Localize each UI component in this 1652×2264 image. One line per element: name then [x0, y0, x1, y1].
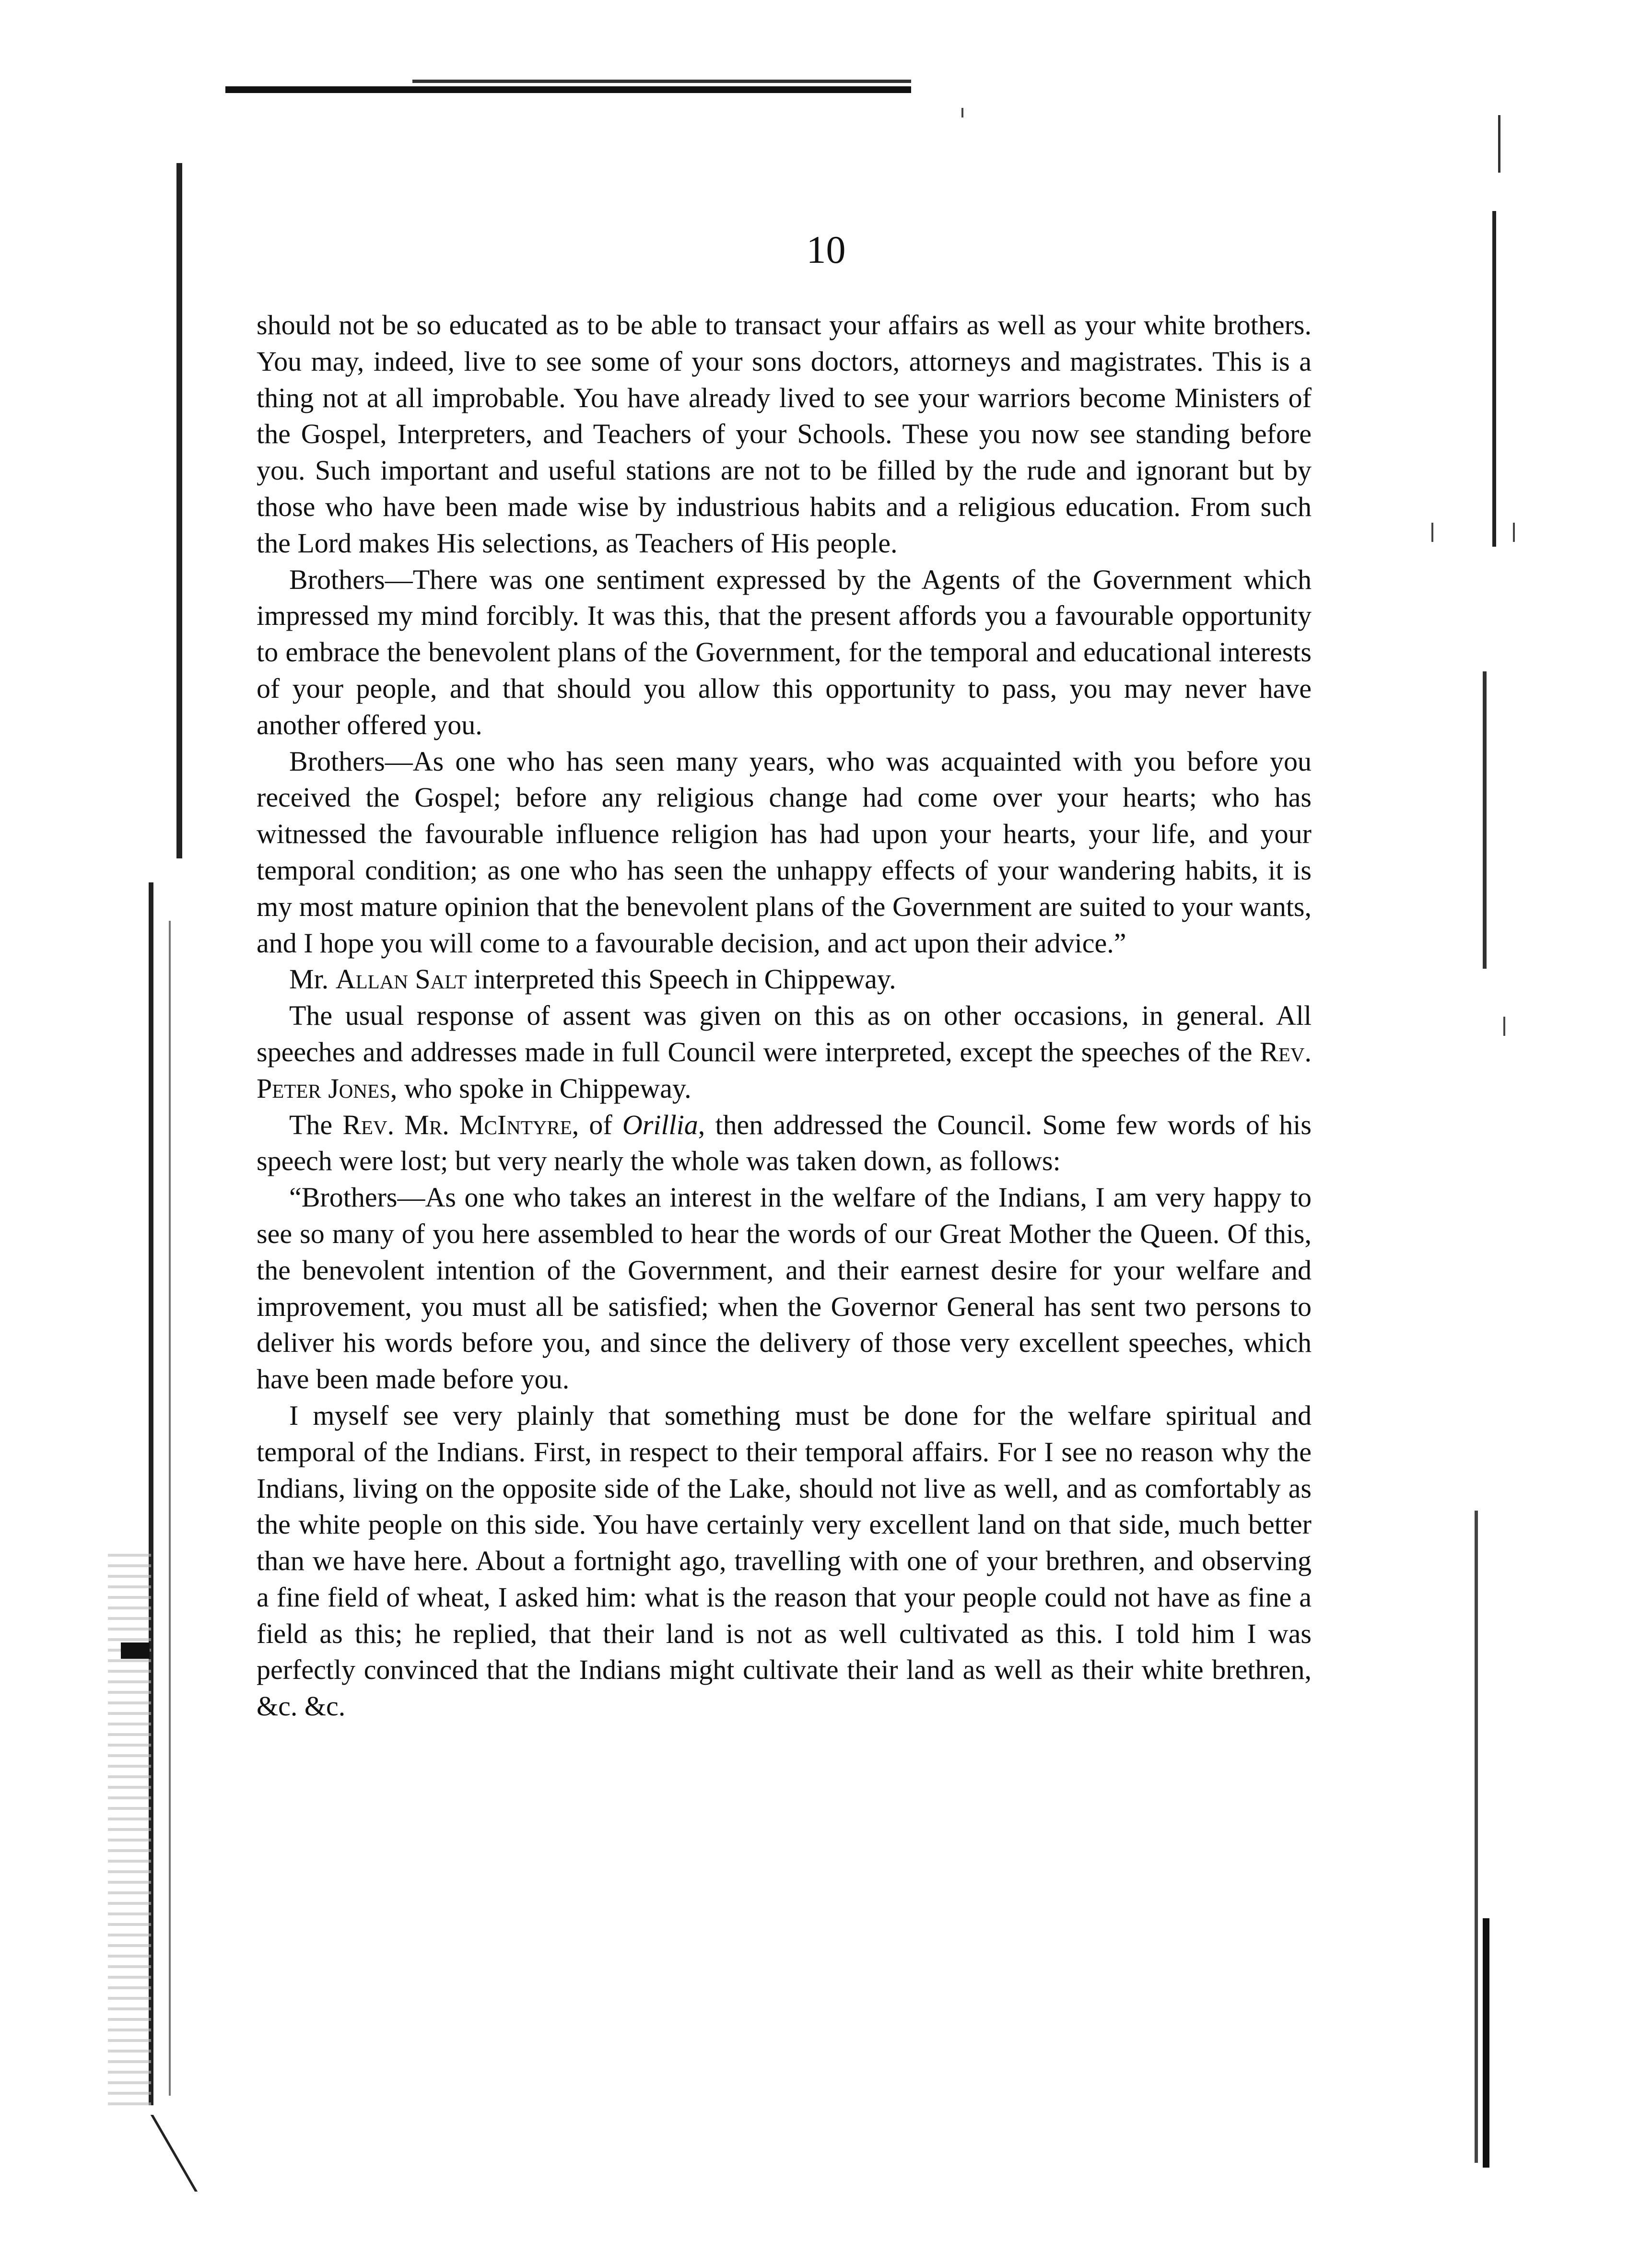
text-run: should not be so educated as to be able to transact your affairs as well as your white brothers. You may, indeed, live to see some of your sons doctors, attorneys and magistrates. This is a thing not at all improbable. You have already lived to see your warriors become Ministers of the Gospel, Interpreters, and Teachers of your Schools. These you now see standing before you. Such important and useful stations are not to be filled by the rude and ignorant but by those who have been made wise by industrious habits and a religious education. From such the Lord makes His selections, as Teachers of His people. — [257, 309, 1312, 559]
paragraph — [257, 1397, 1312, 1724]
text-run: “Brothers—As one who takes an interest in the welfare of the Indians, I am very happy to see so many of you here assembled to hear the words of our Great Mother the Queen. Of this, the benevolent intention of the Government, and their earnest desire for your welfare and improvement, you must all be satisfied; when the Governor General has sent two persons to deliver his words before you, and since the delivery of those very excellent speeches, which have been made before you. — [257, 1182, 1312, 1395]
text-run: Brothers—There was one sentiment expressed by the Agents of the Government which impressed my mind forcibly. It was this, that the present affords you a favourable opportunity to embrace the benevolent plans of the Government, for the temporal and educational interests of your people, and that should you allow this opportunity to pass, you may never have another offered you. — [257, 563, 1312, 740]
place-italic: Orillia — [622, 1109, 698, 1140]
paragraph — [257, 743, 1312, 962]
text-run: Brothers—As one who has seen many years, who was acquainted with you before you received the Gospel; before any religious change had come over your hearts; who has witnessed the favourable influence religion has had upon your hearts, your life, and your temporal condition; as one who has seen the unhappy effects of your wandering habits, it is my most mature opinion that the benevolent plans of the Government are suited to your wants, and I hope you will come to a favourable decision, and act upon their advice.” — [257, 745, 1312, 959]
text-run: interpreted this Speech in Chippeway. — [467, 963, 896, 995]
margin-tick — [1431, 523, 1433, 542]
paragraph — [257, 961, 1312, 997]
right-margin-bar-middle — [1483, 671, 1487, 969]
left-margin-line — [169, 921, 171, 2096]
left-margin-smudge — [108, 1554, 151, 2105]
text-run: , who spoke in Chippeway. — [390, 1072, 691, 1104]
top-rule-thin-artifact — [412, 80, 911, 83]
top-rule-artifact — [225, 86, 911, 93]
paragraph — [257, 1107, 1312, 1180]
paragraph — [257, 562, 1312, 743]
margin-tick — [961, 108, 963, 117]
name-small-caps: Rev. Peter Jones — [257, 1036, 1312, 1104]
text-run: The usual response of assent was given on this as on other occasions, in general. All speeches and addresses made in full Council were interpreted, except the speeches of the — [257, 1000, 1312, 1067]
left-bottom-curve-artifact — [151, 2115, 255, 2192]
name-small-caps: Rev. Mr. McIntyre — [342, 1109, 572, 1140]
paragraph — [257, 307, 1312, 562]
margin-tick — [1513, 523, 1515, 542]
text-run: I myself see very plainly that something must be done for the welfare spiritual and temporal of the Indians. First, in respect to their temporal affairs. For I see no reason why the Indians, living on the opposite side of the Lake, should not live as well, and as comfortably as the white people on this side. You have certainly very excellent land on that side, much better than we have here. About a fortnight ago, travelling with one of your brethren, and observing a fine field of wheat, I asked him: what is the reason that your people could not have as fine a field as this; he replied, that their land is not as well cultivated as this. I told him I was perfectly convinced that the Indians might cultivate their land as well as their white brethren, &c. &c. — [257, 1399, 1312, 1722]
text-run: , of — [572, 1109, 622, 1140]
margin-tick — [1503, 1017, 1505, 1036]
text-run: The — [289, 1109, 343, 1140]
name-small-caps: Allan Salt — [335, 963, 467, 995]
right-margin-line-lower — [1475, 1511, 1478, 2163]
left-margin-mark — [121, 1642, 150, 1659]
paragraph — [257, 1179, 1312, 1397]
text-run: Mr. — [289, 963, 336, 995]
paragraph — [257, 997, 1312, 1106]
right-margin-bar-bottom — [1483, 1918, 1489, 2168]
page-number: 10 — [806, 228, 846, 271]
body-text — [257, 307, 1312, 1724]
right-margin-bar-top — [1498, 115, 1500, 173]
text-run: , then addressed the Council. Some few words of his speech were lost; but very nearly the whole was taken down, as follows: — [257, 1109, 1312, 1177]
